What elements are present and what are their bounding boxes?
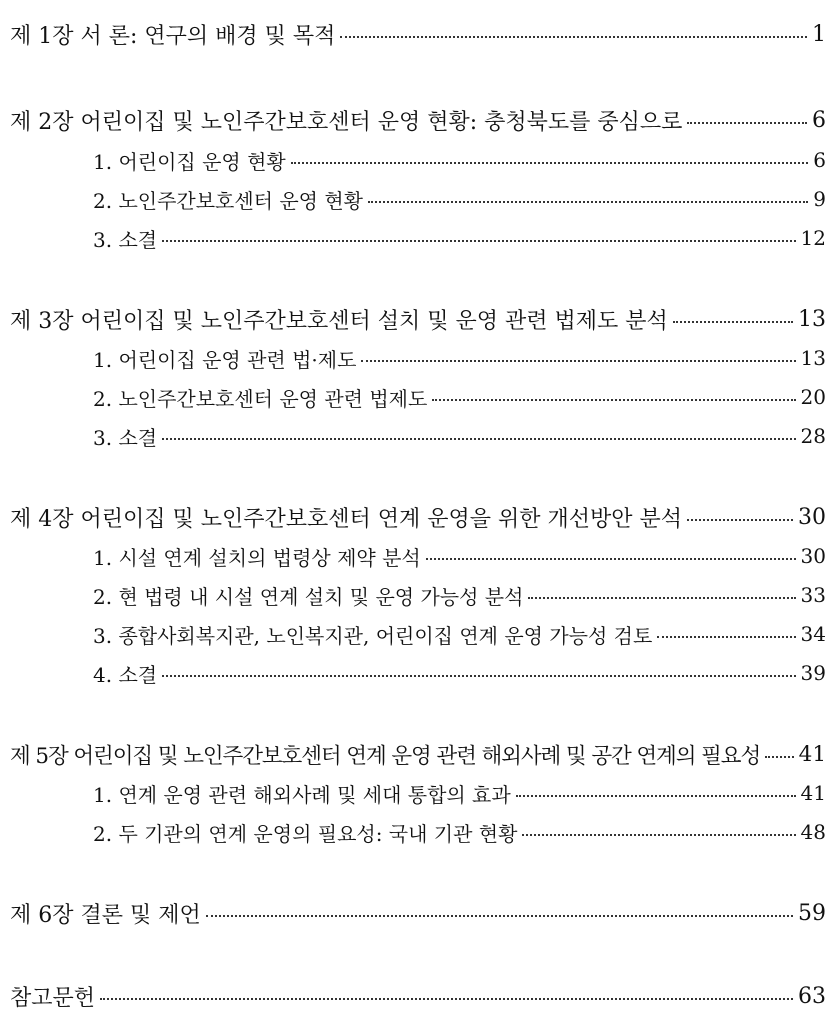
toc-page-number: 30 bbox=[800, 544, 826, 568]
dot-leader bbox=[340, 36, 807, 38]
toc-entry-title: 제 4장 어린이집 및 노인주간보호센터 연계 운영을 위한 개선방안 분석 bbox=[10, 506, 682, 532]
toc-entry-title: 제 6장 결론 및 제언 bbox=[10, 902, 201, 928]
toc-chapter-1[interactable] bbox=[0, 17, 826, 51]
toc-entry-title: 4. 소결 bbox=[93, 662, 158, 687]
toc-entry-title: 3. 소결 bbox=[93, 425, 158, 450]
toc-section-5-1[interactable] bbox=[0, 776, 826, 810]
dot-leader bbox=[687, 519, 793, 521]
toc-entry-title: 1. 시설 연계 설치의 법령상 제약 분석 bbox=[93, 545, 421, 570]
toc-page-number: 34 bbox=[800, 622, 826, 646]
dot-leader bbox=[291, 162, 809, 164]
toc-entry-title: 1. 어린이집 운영 관련 법·제도 bbox=[93, 347, 357, 372]
toc-page-number: 9 bbox=[813, 187, 826, 211]
toc-page-number: 30 bbox=[798, 504, 826, 530]
dot-leader bbox=[516, 795, 796, 797]
dot-leader bbox=[426, 558, 796, 560]
toc-entry-title: 제 2장 어린이집 및 노인주간보호센터 운영 현황: 충청북도를 중심으로 bbox=[10, 109, 683, 135]
dot-leader bbox=[528, 597, 795, 599]
toc-chapter-6[interactable] bbox=[0, 896, 826, 930]
toc-page-number: 12 bbox=[800, 226, 826, 250]
toc-page-number: 20 bbox=[800, 385, 826, 409]
dot-leader bbox=[162, 240, 795, 242]
toc-section-2-2[interactable] bbox=[0, 182, 826, 216]
toc-section-5-2[interactable] bbox=[0, 815, 826, 849]
toc-page-number: 6 bbox=[812, 107, 826, 133]
toc-chapter-2[interactable] bbox=[0, 103, 826, 137]
dot-leader bbox=[162, 675, 795, 677]
dot-leader bbox=[361, 360, 795, 362]
toc-section-3-2[interactable] bbox=[0, 380, 826, 414]
toc-chapter-4[interactable] bbox=[0, 500, 826, 534]
toc-chapter-5[interactable] bbox=[0, 737, 826, 771]
toc-page-number: 6 bbox=[813, 148, 826, 172]
toc-references[interactable] bbox=[0, 979, 826, 1013]
dot-leader bbox=[432, 399, 795, 401]
toc-page-number: 41 bbox=[798, 741, 826, 767]
toc-entry-title: 2. 현 법령 내 시설 연계 설치 및 운영 가능성 분석 bbox=[93, 584, 524, 609]
toc-page-number: 48 bbox=[800, 820, 826, 844]
dot-leader bbox=[657, 636, 795, 638]
dot-leader bbox=[687, 122, 807, 124]
toc-page-number: 33 bbox=[800, 583, 826, 607]
toc-section-2-3[interactable] bbox=[0, 221, 826, 255]
toc-entry-title: 참고문헌 bbox=[10, 985, 96, 1011]
toc-section-4-1[interactable] bbox=[0, 539, 826, 573]
toc-page-number: 39 bbox=[800, 661, 826, 685]
toc-entry-title: 2. 노인주간보호센터 운영 현황 bbox=[93, 188, 363, 213]
toc-entry-title: 2. 노인주간보호센터 운영 관련 법제도 bbox=[93, 386, 428, 411]
toc-entry-title: 제 5장 어린이집 및 노인주간보호센터 연계 운영 관련 해외사례 및 공간 연계의 필요성 bbox=[10, 743, 761, 769]
toc-section-4-3[interactable] bbox=[0, 617, 826, 651]
toc-entry-title: 제 3장 어린이집 및 노인주간보호센터 설치 및 운영 관련 법제도 분석 bbox=[10, 308, 668, 334]
toc-entry-title: 제 1장 서 론: 연구의 배경 및 목적 bbox=[10, 23, 336, 49]
dot-leader bbox=[368, 201, 808, 203]
toc-section-4-4[interactable] bbox=[0, 656, 826, 690]
toc-entry-title: 1. 어린이집 운영 현황 bbox=[93, 149, 286, 174]
dot-leader bbox=[100, 998, 793, 1000]
toc-page-number: 41 bbox=[800, 781, 826, 805]
toc-section-4-2[interactable] bbox=[0, 578, 826, 612]
toc-page-number: 13 bbox=[800, 346, 826, 370]
toc-page-number: 59 bbox=[798, 900, 826, 926]
toc-page-number: 28 bbox=[800, 424, 826, 448]
toc-entry-title: 1. 연계 운영 관련 해외사례 및 세대 통합의 효과 bbox=[93, 782, 511, 807]
dot-leader bbox=[522, 834, 795, 836]
toc-chapter-3[interactable] bbox=[0, 302, 826, 336]
dot-leader bbox=[206, 915, 793, 917]
dot-leader bbox=[673, 321, 793, 323]
toc-section-2-1[interactable] bbox=[0, 143, 826, 177]
toc-section-3-1[interactable] bbox=[0, 341, 826, 375]
toc-entry-title: 3. 소결 bbox=[93, 227, 158, 252]
dot-leader bbox=[765, 756, 794, 758]
toc-entry-title: 2. 두 기관의 연계 운영의 필요성: 국내 기관 현황 bbox=[93, 821, 518, 846]
toc-entry-title: 3. 종합사회복지관, 노인복지관, 어린이집 연계 운영 가능성 검토 bbox=[93, 623, 653, 648]
toc-page-number: 63 bbox=[798, 983, 826, 1009]
toc-page-number: 13 bbox=[798, 306, 826, 332]
dot-leader bbox=[162, 438, 795, 440]
toc-page-number: 1 bbox=[812, 21, 826, 47]
toc-section-3-3[interactable] bbox=[0, 419, 826, 453]
